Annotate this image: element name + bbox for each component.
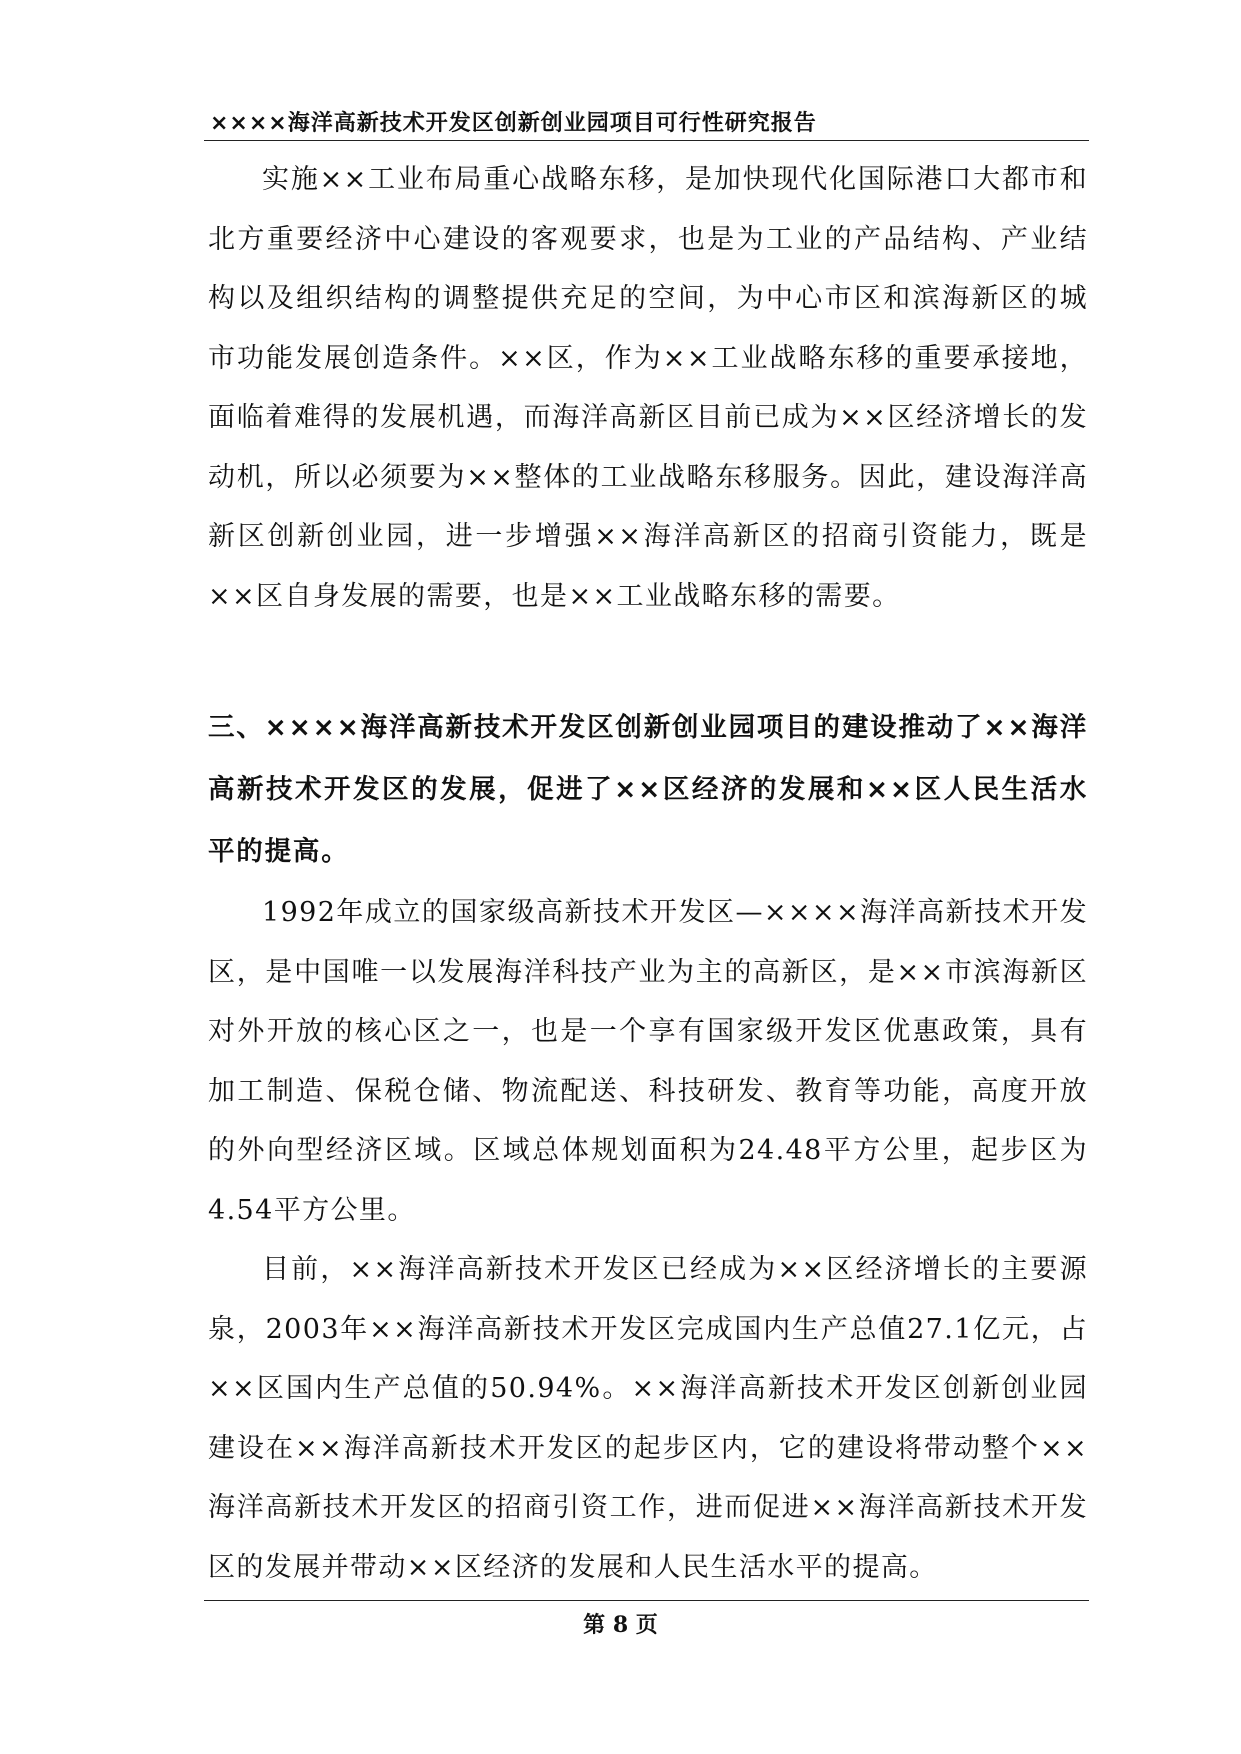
footer-divider (204, 1600, 1089, 1601)
body-paragraph-1: 实施××工业布局重心战略东移，是加快现代化国际港口大都市和北方重要经济中心建设的客观要求，也是为工业的产品结构、产业结构以及组织结构的调整提供充足的空间，为中心市区和滨海新区的城市功能发展创造条件。××区，作为××工业战略东移的重要承接地，面临着难得的发展机遇，而海洋高新区目前已成为××区经济增长的发动机，所以必须要为××整体的工业战略东移服务。因此，建设海洋高新区创新创业园，进一步增强××海洋高新区的招商引资能力，既是××区自身发展的需要，也是××工业战略东移的需要。 (208, 164, 1088, 612)
section-heading: 三、××××海洋高新技术开发区创新创业园项目的建设推动了××海洋高新技术开发区的发展，促进了××区经济的发展和××区人民生活水平的提高。 (208, 712, 1088, 867)
section-paragraph-1: 1992年成立的国家级高新技术开发区—××××海洋高新技术开发区，是中国唯一以发展海洋科技产业为主的高新区，是××市滨海新区对外开放的核心区之一，也是一个享有国家级开发区优惠政策，具有加工制造、保税仓储、物流配送、科技研发、教育等功能，高度开放的外向型经济区域。区域总体规划面积为24.48平方公里，起步区为4.54平方公里。 (208, 897, 1088, 1226)
document-body (208, 150, 1088, 1597)
section-paragraph-2: 目前，××海洋高新技术开发区已经成为××区经济增长的主要源泉，2003年××海洋高新技术开发区完成国内生产总值27.1亿元，占××区国内生产总值的50.94%。××海洋高新技术开发区创新创业园建设在××海洋高新技术开发区的起步区内，它的建设将带动整个××海洋高新技术开发区的招商引资工作，进而促进××海洋高新技术开发区的发展并带动××区经济的发展和人民生活水平的提高。 (208, 1254, 1088, 1583)
running-header: ××××海洋高新技术开发区创新创业园项目可行性研究报告 (210, 111, 817, 136)
header-divider (204, 140, 1089, 141)
page-number: 第 8 页 (583, 1612, 658, 1638)
